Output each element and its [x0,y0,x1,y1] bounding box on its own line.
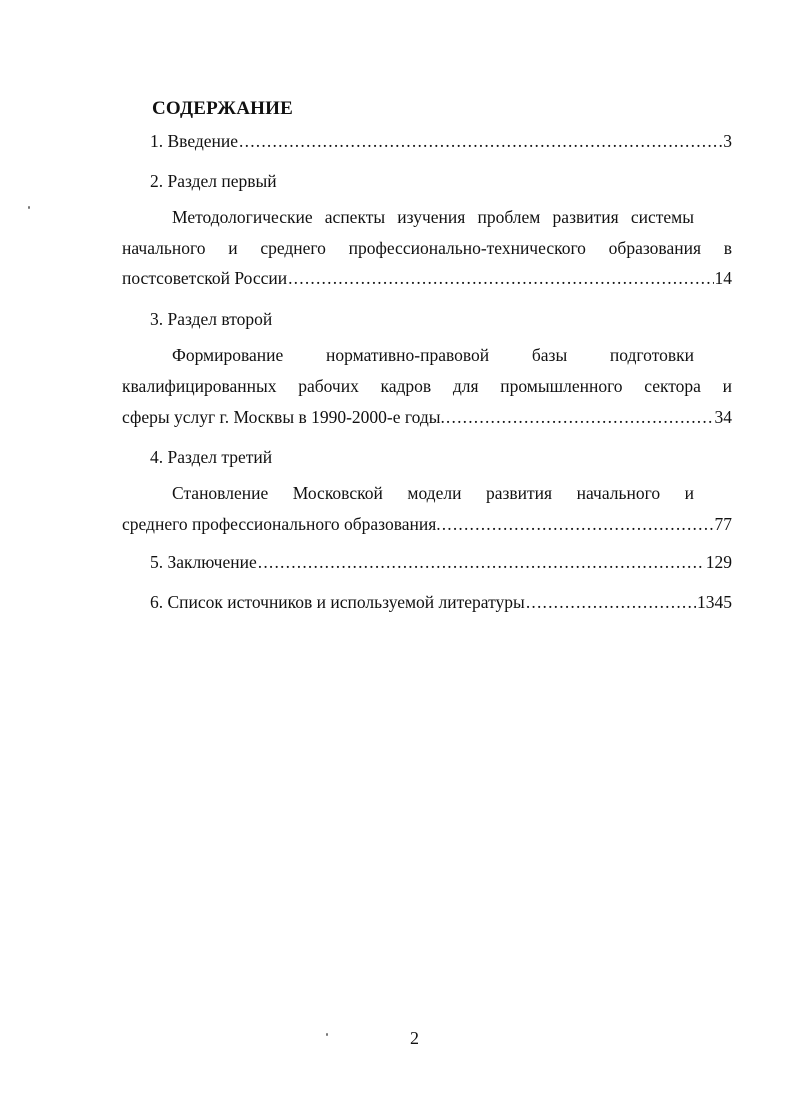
section-2-title-line: Формирование нормативно-правовой базы подготовки [172,345,694,365]
section-3-title-line: Становление Московской модели развития начального и [172,483,694,503]
toc-entry-section-2 [122,407,732,429]
toc-entry-label: сферы услуг г. Москвы в 1990-2000-е годы. [122,407,445,427]
toc-entry-label: 6. Список источников и используемой литературы [150,592,525,612]
section-heading-3: 4. Раздел третий [150,447,273,467]
scan-speck [326,1033,328,1036]
page-title: СОДЕРЖАНИЕ [152,98,293,119]
toc-entry-section-1 [122,268,732,290]
toc-entry-page: 1345 [697,592,732,612]
dot-leader [258,552,705,573]
scan-speck [28,206,30,209]
toc-entry-page: 77 [714,514,732,534]
toc-entry-sources [150,592,732,614]
toc-entry-section-3 [122,514,732,536]
toc-entry-label: постсоветской России [122,268,288,288]
toc-entry-label: 5. Заключение [150,552,257,572]
page-number: 2 [410,1028,419,1048]
section-1-title-line: Методологические аспекты изучения проблем развития системы [172,207,694,227]
dot-leader [239,131,722,152]
toc-entry-label: среднего профессионального образования. [122,514,441,534]
section-heading-2: 3. Раздел второй [150,309,273,329]
dot-leader [288,268,713,289]
dot-leader [446,407,714,428]
dot-leader [442,514,714,535]
toc-entry-intro [150,131,732,153]
dot-leader [526,592,696,613]
section-1-title-line: начального и среднего профессионально-технического образования в [122,238,732,258]
toc-entry-conclusion [150,552,732,574]
toc-entry-page: 3 [723,131,732,151]
toc-entry-page: 129 [705,552,732,572]
toc-entry-label: 1. Введение [150,131,239,151]
toc-entry-page: 34 [714,407,732,427]
section-heading-1: 2. Раздел первый [150,171,277,191]
toc-entry-page: 14 [714,268,732,288]
section-2-title-line: квалифицированных рабочих кадров для промышленного сектора и [122,376,732,396]
